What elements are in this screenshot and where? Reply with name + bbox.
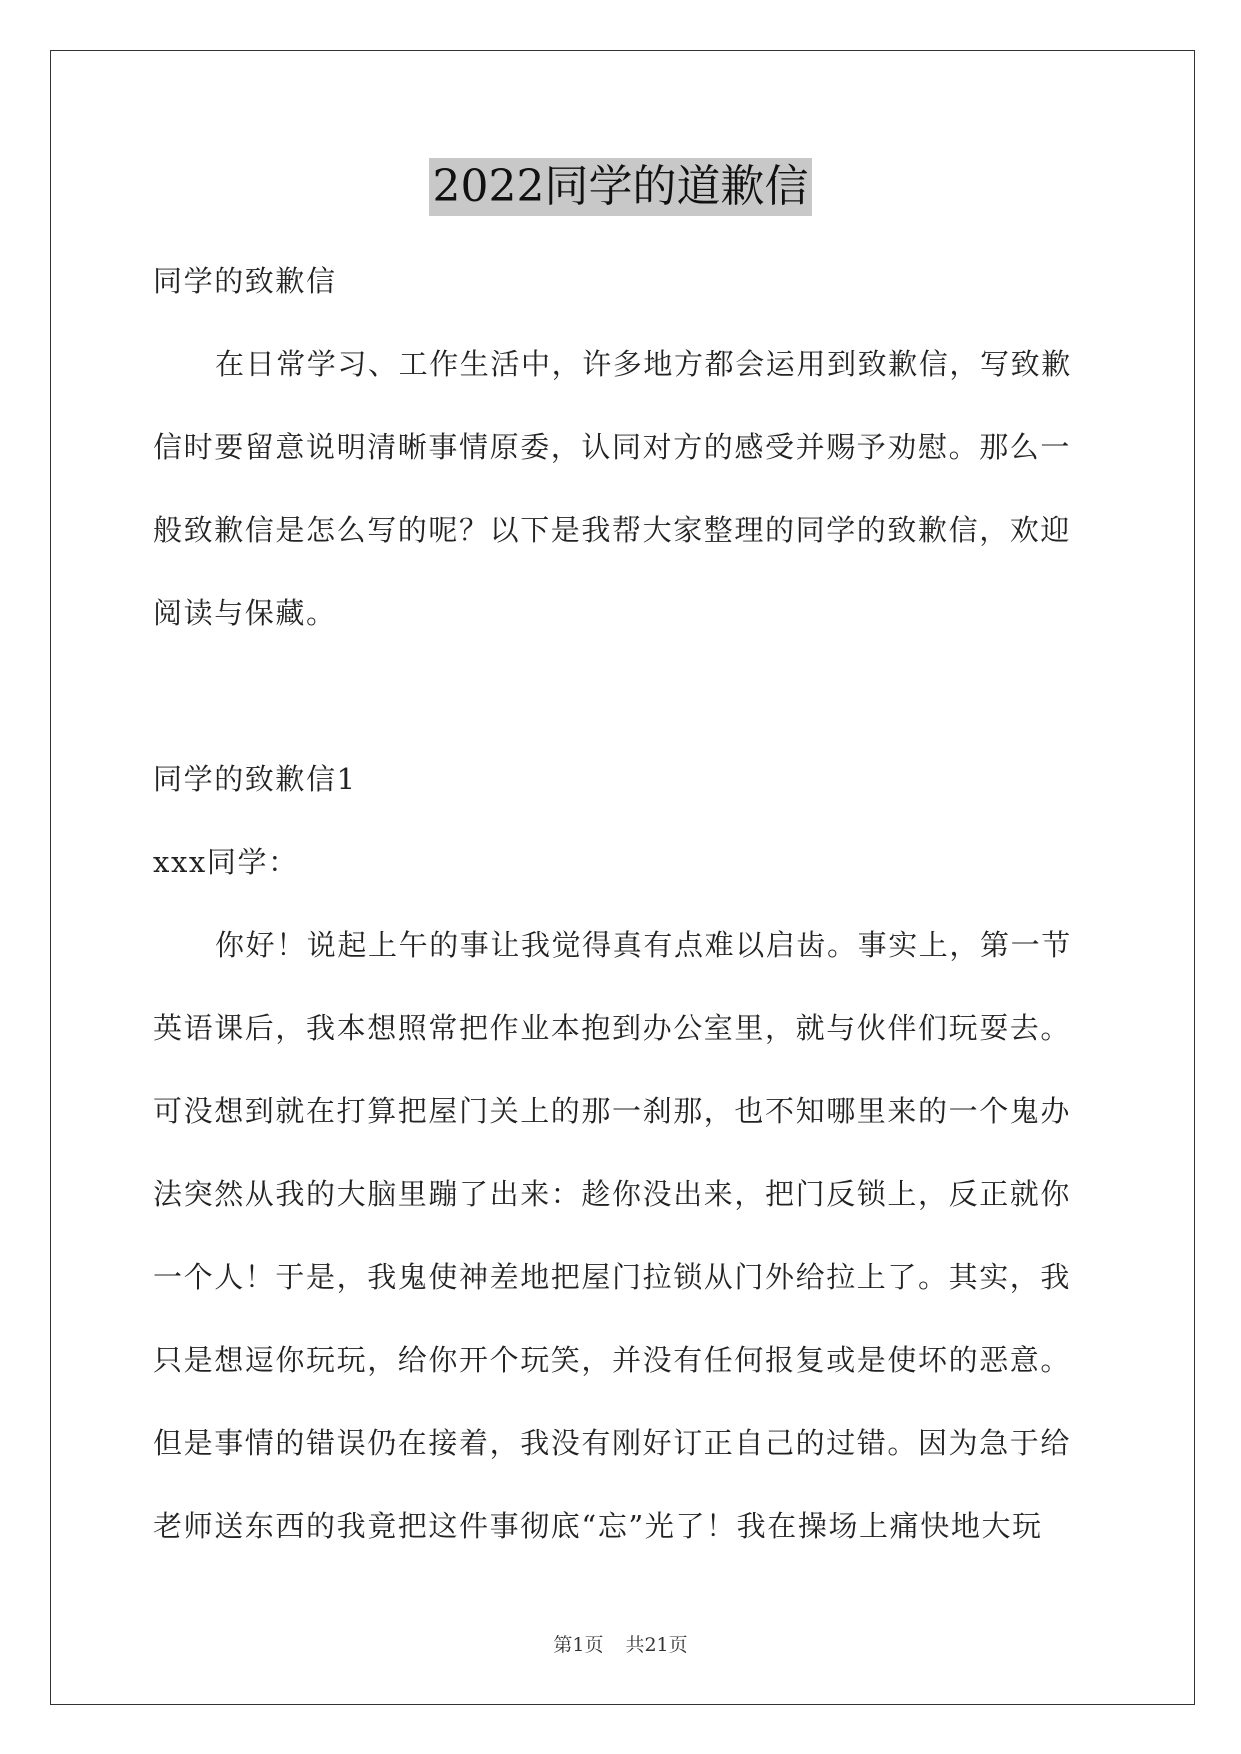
document-title: 2022同学的道歉信 bbox=[429, 158, 813, 216]
paragraph-line: 只是想逗你玩玩，给你开个玩笑，并没有任何报复或是使坏的恶意。 bbox=[153, 1343, 1072, 1377]
paragraph-line: 可没想到就在打算把屋门关上的那一刹那，也不知哪里来的一个鬼办 bbox=[153, 1094, 1072, 1128]
title-container bbox=[0, 158, 1241, 216]
document-body bbox=[153, 240, 1093, 1568]
section-heading: 同学的致歉信1 bbox=[153, 762, 357, 796]
paragraph-line: 你好！说起上午的事让我觉得真有点难以启齿。事实上，第一节 bbox=[215, 928, 1072, 962]
section-heading: 同学的致歉信 bbox=[153, 264, 337, 298]
paragraph-line: 法突然从我的大脑里蹦了出来：趁你没出来，把门反锁上，反正就你 bbox=[153, 1177, 1072, 1211]
blank-line bbox=[153, 655, 1093, 738]
page-footer bbox=[0, 1630, 1241, 1657]
paragraph-line: 一个人！于是，我鬼使神差地把屋门拉锁从门外给拉上了。其实，我 bbox=[153, 1260, 1072, 1294]
paragraph-line: 阅读与保藏。 bbox=[153, 596, 337, 630]
paragraph-line: 般致歉信是怎么写的呢？以下是我帮大家整理的同学的致歉信，欢迎 bbox=[153, 513, 1072, 547]
paragraph-line: 但是事情的错误仍在接着，我没有刚好订正自己的过错。因为急于给 bbox=[153, 1426, 1072, 1460]
paragraph-line: 老师送东西的我竟把这件事彻底“忘”光了！我在操场上痛快地大玩 bbox=[153, 1509, 1043, 1543]
salutation: xxx同学： bbox=[153, 845, 299, 879]
paragraph-line: 信时要留意说明清晰事情原委，认同对方的感受并赐予劝慰。那么一 bbox=[153, 430, 1072, 464]
page-number-total: 共21页 bbox=[625, 1634, 688, 1656]
paragraph-line: 英语课后，我本想照常把作业本抱到办公室里，就与伙伴们玩耍去。 bbox=[153, 1011, 1072, 1045]
page-number-current: 第1页 bbox=[553, 1634, 604, 1656]
paragraph-line: 在日常学习、工作生活中，许多地方都会运用到致歉信，写致歉 bbox=[215, 347, 1072, 381]
